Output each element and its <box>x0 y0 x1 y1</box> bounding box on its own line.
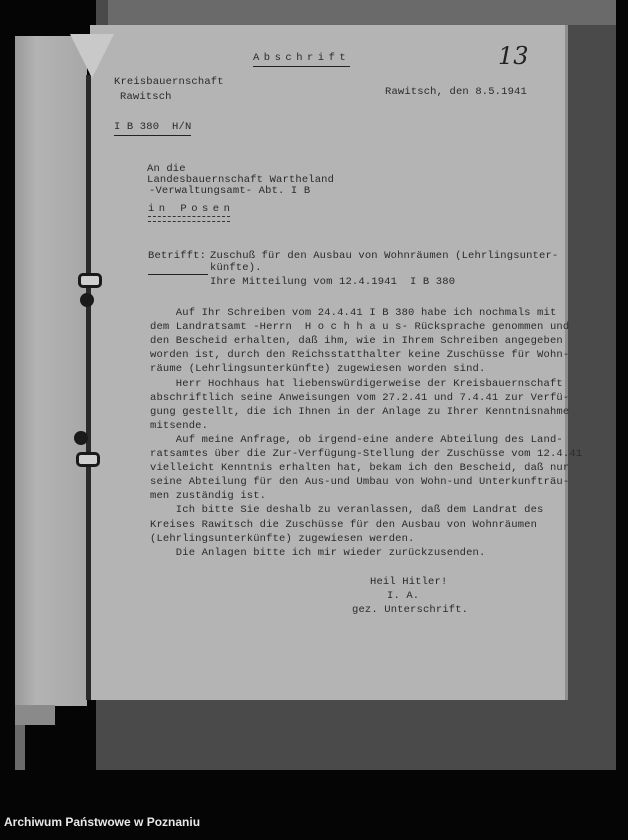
body-line: mitsende. <box>150 420 209 432</box>
left-page-strip <box>15 725 25 770</box>
folder-top-edge <box>108 0 616 25</box>
binder-hole-icon <box>80 293 94 307</box>
body-line: Kreises Rawitsch die Zuschüsse für den Ausbau von Wohnräumen <box>150 519 538 531</box>
document-heading: Abschrift <box>253 52 350 67</box>
binder-rod <box>86 75 91 700</box>
recipient-city: in Posen <box>148 203 235 215</box>
body-line: Die Anlagen bitte ich mir wieder zurückzusenden. <box>150 547 486 559</box>
archive-watermark: Archiwum Państwowe w Poznaniu <box>4 815 201 829</box>
folio-number: 13 <box>498 42 529 70</box>
closing-greeting: Heil Hitler! <box>370 576 448 588</box>
recipient-line-2: Landesbauernschaft Wartheland <box>147 174 335 186</box>
subject-line-3: Ihre Mitteilung vom 12.4.1941 I B 380 <box>210 276 456 288</box>
body-line: vielleicht Kenntnis erhalten hat, bekam ich den Bescheid, daß nur <box>150 462 570 474</box>
subject-line-1: Zuschuß für den Ausbau von Wohnräumen (Lehrlingsunter- <box>210 250 559 262</box>
recipient-line-3: -Verwaltungsamt- Abt. I B <box>149 185 311 197</box>
body-line: gung gestellt, die ich Ihnen in der Anlage zu Ihrer Kenntnisnahme <box>150 406 570 418</box>
body-line: ratsamtes über die Zur-Verfügung-Stellung der Zuschüsse vom 12.4.41 <box>150 448 583 460</box>
left-page-edge <box>15 36 87 706</box>
sender-reference: I B 380 H/N <box>114 121 191 136</box>
place-date: Rawitsch, den 8.5.1941 <box>385 86 527 98</box>
body-line: abschriftlich seine Anweisungen vom 27.2.41 und 7.4.41 zur Verfü- <box>150 392 570 404</box>
binder-clip-icon <box>70 34 114 78</box>
body-line: Ich bitte Sie deshalb zu veranlassen, daß dem Landrat des <box>150 504 544 516</box>
sender-name: Kreisbauernschaft <box>114 76 224 88</box>
sender-city: Rawitsch <box>120 91 172 103</box>
body-line: Auf Ihr Schreiben vom 24.4.41 I B 380 habe ich nochmals mit <box>150 307 557 319</box>
subject-line-2: künfte). <box>210 262 262 274</box>
body-line: Herr Hochhaus hat liebenswürdigerweise der Kreisbauernschaft <box>150 378 563 390</box>
body-line: (Lehrlingsunterkünfte) zugewiesen werden. <box>150 533 415 545</box>
recipient-city-underline <box>148 216 230 222</box>
binder-ring-icon <box>76 452 100 467</box>
body-line: Auf meine Anfrage, ob irgend-eine andere Abteilung des Land- <box>150 434 563 446</box>
binder-ring-icon <box>78 273 102 288</box>
closing-signature: gez. Unterschrift. <box>352 604 469 616</box>
body-line: den Bescheid erhalten, daß ihm, wie in Ihrem Schreiben angegeben <box>150 335 563 347</box>
subject-label: Betrifft: <box>148 250 207 262</box>
recipient-line-1: An die <box>147 163 186 175</box>
subject-underline <box>148 274 208 275</box>
body-line: seine Abteilung für den Aus-und Umbau von Wohn-und Unterkunfträu- <box>150 476 570 488</box>
body-line: worden ist, durch den Reichsstatthalter keine Zuschüsse für Wohn- <box>150 349 570 361</box>
binder-hole-icon <box>74 431 88 445</box>
closing-ia: I. A. <box>387 590 420 602</box>
body-line: räume (Lehrlingsunterkünfte) zugewiesen worden sind. <box>150 363 486 375</box>
left-page-tab <box>15 705 55 725</box>
body-line: dem Landratsamt -Herrn H o c h h a u s- Rücksprache genommen und <box>150 321 570 333</box>
body-line: men zuständig ist. <box>150 490 267 502</box>
